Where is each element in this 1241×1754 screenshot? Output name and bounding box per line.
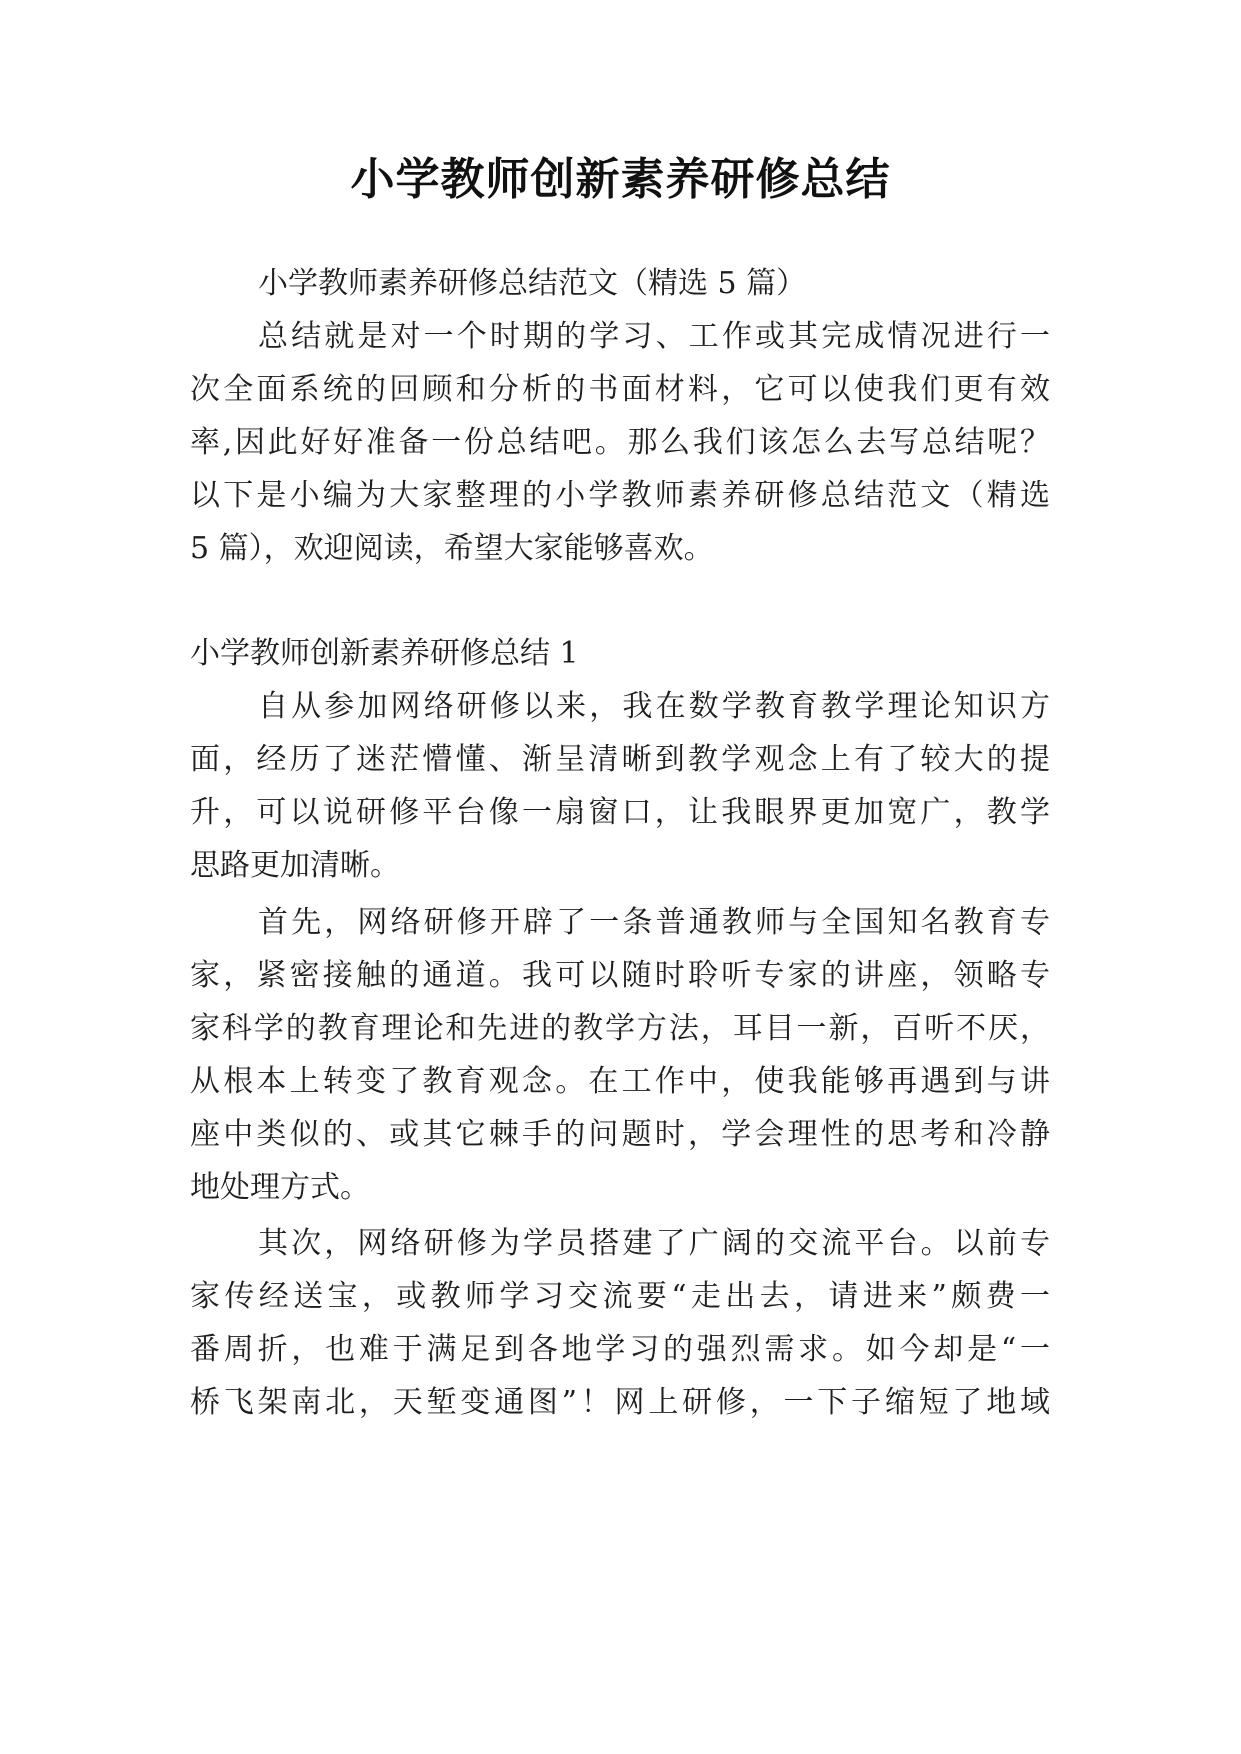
intro-line: 率,因此好好准备一份总结吧。那么我们该怎么去写总结呢？ [190, 425, 1050, 460]
document-title: 小学教师创新素养研修总结 [350, 154, 891, 205]
paragraph-line: 面，经历了迷茫懵懂、渐呈清晰到教学观念上有了较大的提 [190, 742, 1050, 777]
paragraph-line: 思路更加清晰。 [190, 848, 400, 883]
intro-line: 次全面系统的回顾和分析的书面材料，它可以使我们更有效 [190, 372, 1050, 407]
paragraph-line: 桥飞架南北，天堑变通图”！网上研修，一下子缩短了地域 [190, 1385, 1050, 1420]
paragraph-line: 座中类似的、或其它棘手的问题时，学会理性的思考和冷静 [190, 1117, 1050, 1152]
paragraph-line: 自从参加网络研修以来，我在数学教育教学理论知识方 [258, 689, 1050, 724]
paragraph-line: 升，可以说研修平台像一扇窗口，让我眼界更加宽广，教学 [190, 795, 1050, 830]
paragraph-line: 地处理方式。 [190, 1170, 370, 1205]
intro-line: 5 篇），欢迎阅读，希望大家能够喜欢。 [190, 531, 714, 566]
paragraph-line: 家传经送宝，或教师学习交流要“走出去，请进来”颇费一 [190, 1279, 1050, 1314]
paragraph-line: 家，紧密接触的通道。我可以随时聆听专家的讲座，领略专 [190, 958, 1050, 993]
intro-heading: 小学教师素养研修总结范文（精选 5 篇） [258, 266, 807, 301]
paragraph-line: 其次，网络研修为学员搭建了广阔的交流平台。以前专 [258, 1226, 1050, 1261]
section-heading: 小学教师创新素养研修总结 1 [190, 636, 579, 671]
paragraph-line: 番周折，也难于满足到各地学习的强烈需求。如今却是“一 [190, 1332, 1050, 1367]
intro-line: 以下是小编为大家整理的小学教师素养研修总结范文（精选 [190, 478, 1050, 513]
intro-line: 总结就是对一个时期的学习、工作或其完成情况进行一 [258, 319, 1050, 354]
paragraph-line: 从根本上转变了教育观念。在工作中，使我能够再遇到与讲 [190, 1064, 1050, 1099]
paragraph-line: 首先，网络研修开辟了一条普通教师与全国知名教育专 [258, 905, 1050, 940]
paragraph-line: 家科学的教育理论和先进的教学方法，耳目一新，百听不厌， [190, 1011, 1050, 1046]
